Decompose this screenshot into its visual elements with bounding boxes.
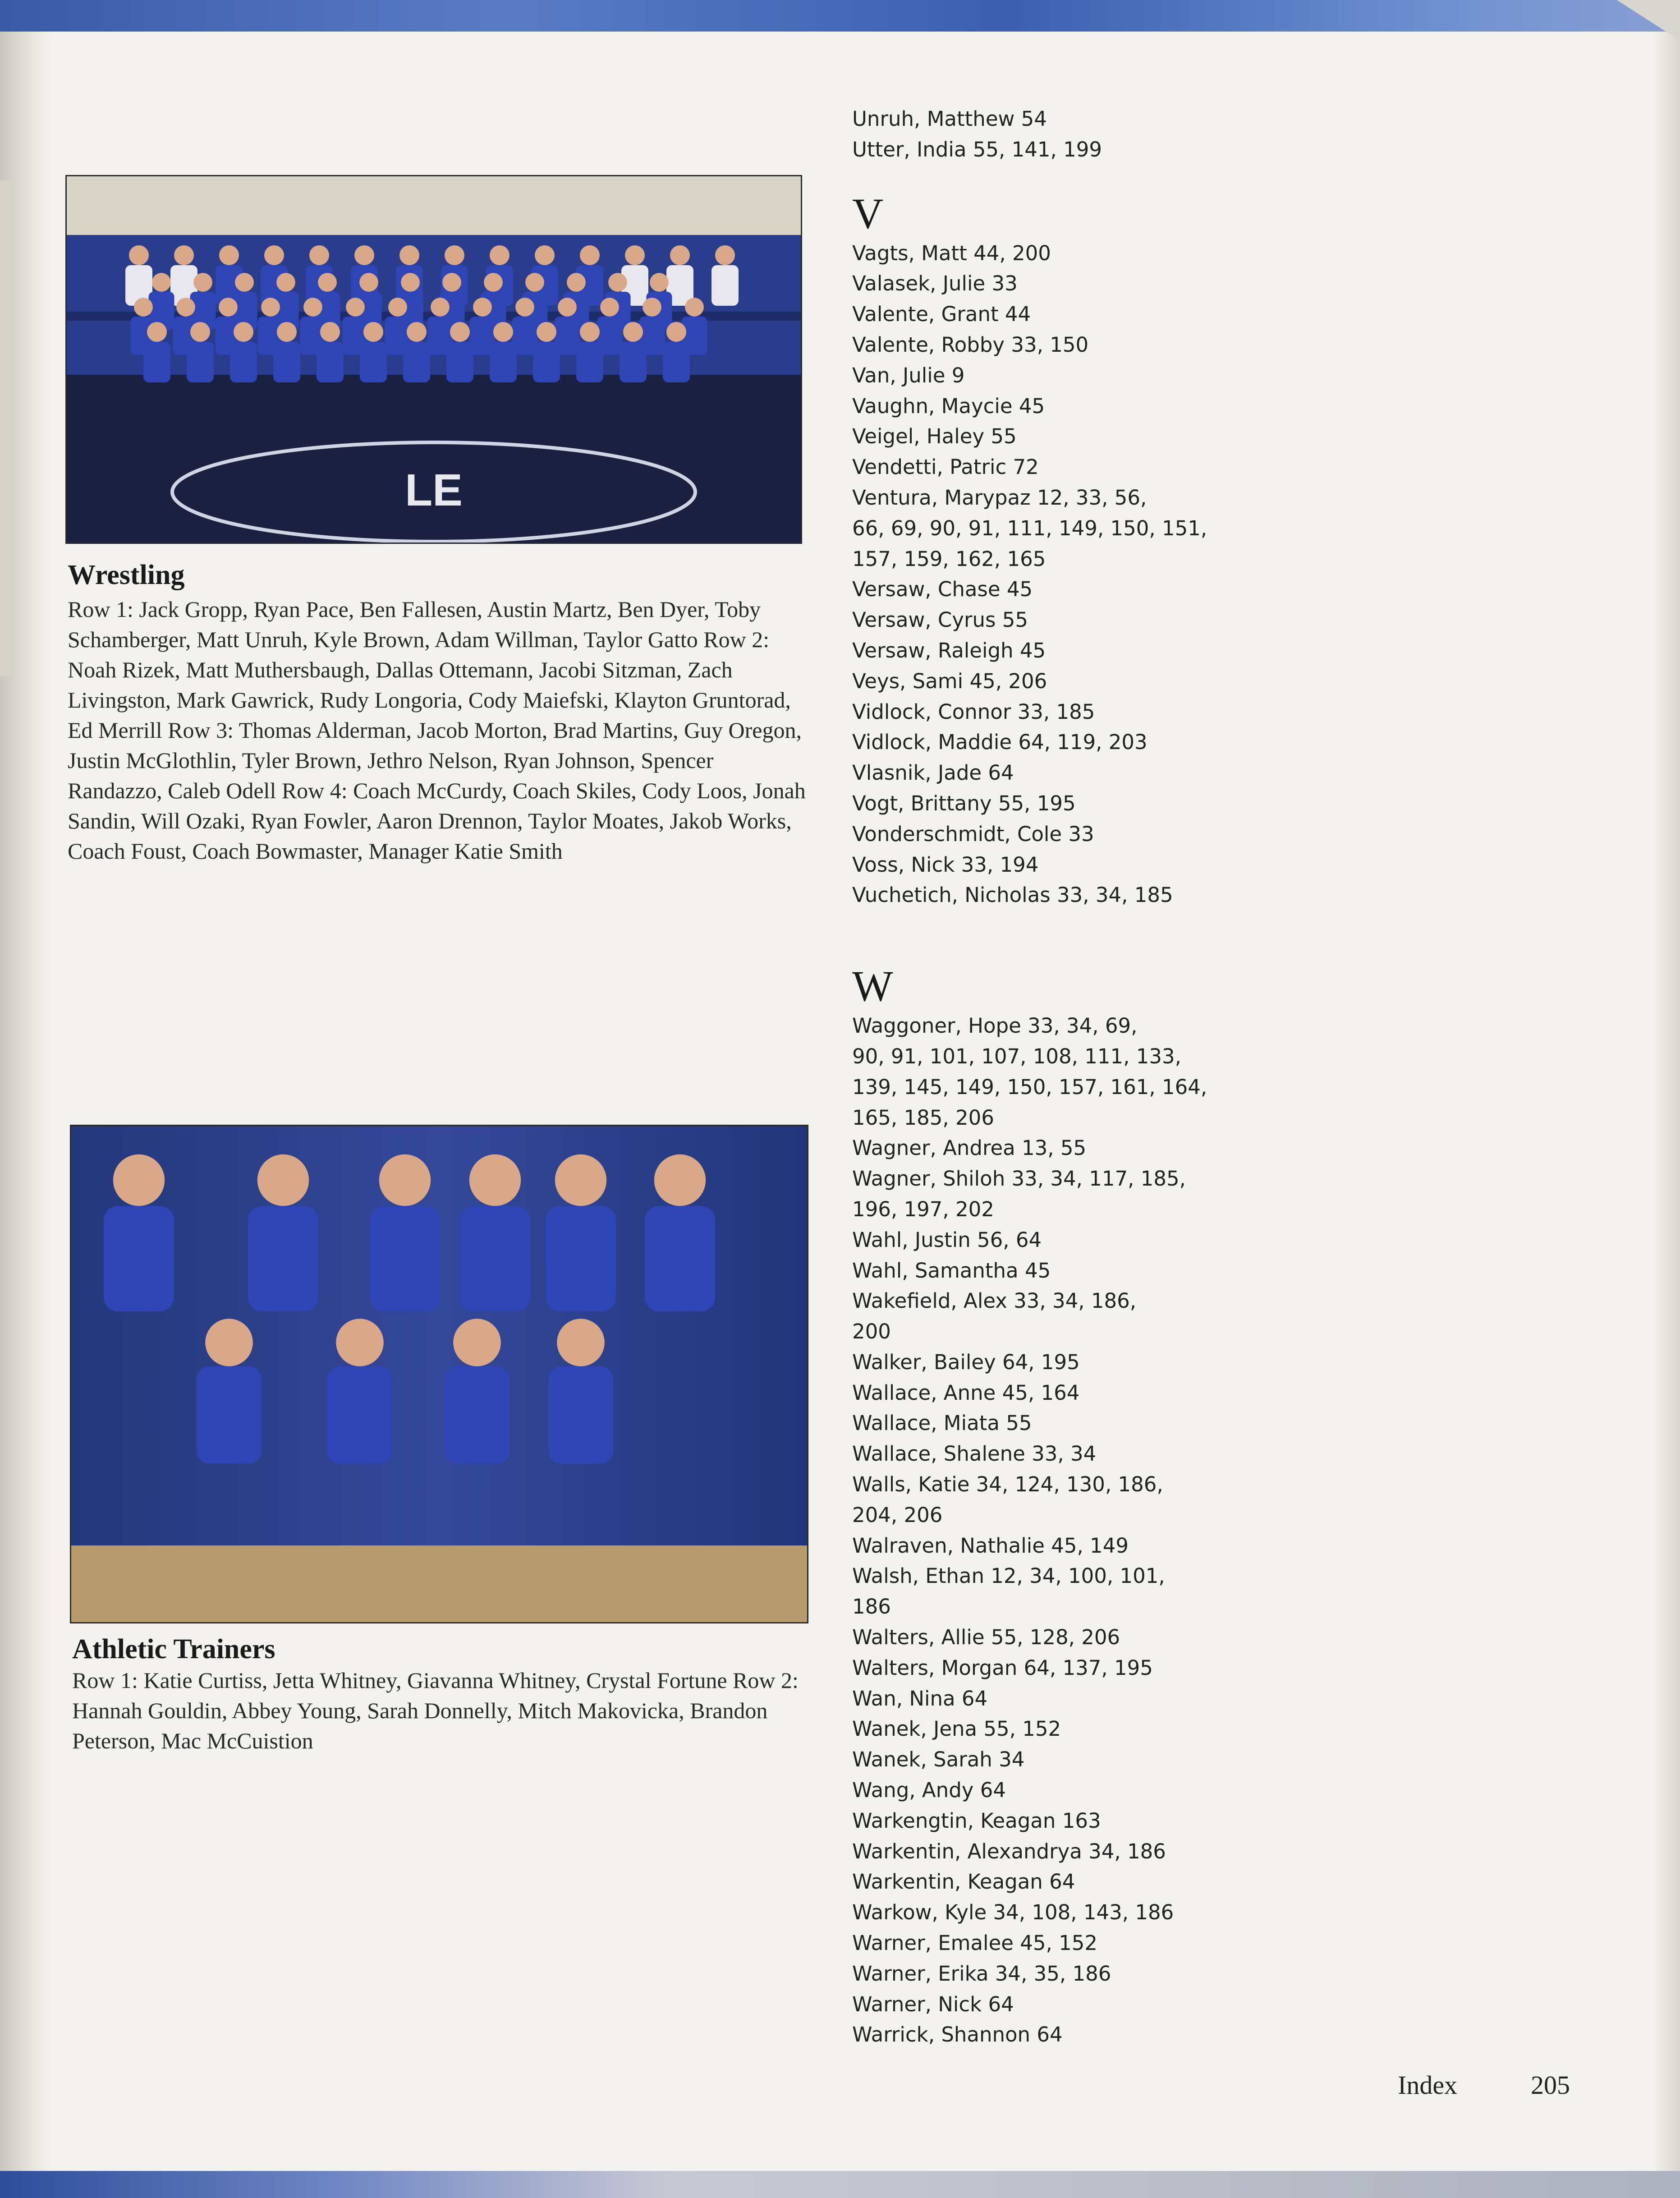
- index-entry: Wakefield, Alex 33, 34, 186,: [852, 1289, 1137, 1313]
- index-entry: Valente, Grant 44: [852, 302, 1031, 326]
- index-entry: 157, 159, 162, 165: [852, 547, 1046, 571]
- index-entry: Valente, Robby 33, 150: [852, 332, 1089, 357]
- wrestler-figure: [273, 322, 300, 382]
- index-entry: Versaw, Chase 45: [852, 577, 1033, 602]
- index-w-entries: [852, 1011, 1258, 2050]
- index-column: [852, 104, 1258, 2050]
- index-entry: Vidlock, Connor 33, 185: [852, 699, 1095, 724]
- wrestling-photo-illustration: [67, 176, 801, 543]
- index-entry: Van, Julie 9: [852, 363, 965, 387]
- mat-logo-text: LE: [405, 465, 463, 515]
- index-entry: Voss, Nick 33, 194: [852, 852, 1039, 877]
- index-entry: 165, 185, 206: [852, 1105, 994, 1130]
- wrestler-figure: [533, 322, 560, 382]
- trainer-figure: [197, 1319, 262, 1464]
- index-entry: Utter, India 55, 141, 199: [852, 137, 1102, 161]
- index-u-entries: [852, 104, 1258, 165]
- wrestling-team-photo: [65, 175, 802, 544]
- index-entry: Vendetti, Patric 72: [852, 455, 1039, 479]
- index-entry: Wahl, Samantha 45: [852, 1258, 1051, 1283]
- index-entry: Unruh, Matthew 54: [852, 107, 1047, 131]
- index-entry: 186: [852, 1595, 891, 1619]
- index-entry: Wanek, Sarah 34: [852, 1747, 1025, 1772]
- footer-section-label: Index: [1398, 2070, 1458, 2100]
- index-entry: Warkow, Kyle 34, 108, 143, 186: [852, 1900, 1174, 1925]
- index-entry: Warkentin, Alexandrya 34, 186: [852, 1839, 1166, 1863]
- trainer-figure: [445, 1319, 510, 1464]
- right-page-edge: [1653, 32, 1680, 2171]
- index-entry: Vagts, Matt 44, 200: [852, 241, 1051, 265]
- index-entry: Wahl, Justin 56, 64: [852, 1228, 1042, 1252]
- index-entry: Wan, Nina 64: [852, 1686, 988, 1711]
- index-entry: Walters, Allie 55, 128, 206: [852, 1625, 1120, 1650]
- index-entry: Walters, Morgan 64, 137, 195: [852, 1655, 1153, 1680]
- trainer-figure: [460, 1154, 530, 1311]
- index-entry: Warner, Nick 64: [852, 1992, 1014, 2016]
- trainer-figure: [104, 1154, 174, 1311]
- wrestler-figure: [663, 322, 690, 382]
- trainer-figure: [548, 1319, 613, 1464]
- index-entry: Wagner, Andrea 13, 55: [852, 1136, 1087, 1160]
- index-entry: Wagner, Shiloh 33, 34, 117, 185,: [852, 1167, 1186, 1191]
- trainer-figure: [370, 1154, 440, 1311]
- wrestler-figure: [446, 322, 473, 382]
- wrestler-figure: [490, 322, 517, 382]
- trainer-figure: [546, 1154, 616, 1311]
- index-entry: Vonderschmidt, Cole 33: [852, 822, 1094, 846]
- trainers-photo-illustration: [71, 1126, 807, 1622]
- index-entry: Wallace, Anne 45, 164: [852, 1380, 1080, 1405]
- index-entry: 200: [852, 1320, 891, 1344]
- index-entry: 90, 91, 101, 107, 108, 111, 133,: [852, 1044, 1181, 1068]
- wrestler-figure: [187, 322, 214, 382]
- index-entry: Veys, Sami 45, 206: [852, 669, 1047, 693]
- index-entry: Wanek, Jena 55, 152: [852, 1717, 1061, 1741]
- top-page-edge: [0, 0, 1680, 32]
- index-letter-w: W: [852, 962, 893, 1011]
- wrestler-figure: [143, 322, 170, 382]
- wrestler-figure: [711, 245, 739, 306]
- wrestling-caption-title: Wrestling: [68, 560, 185, 590]
- index-entry: Walls, Katie 34, 124, 130, 186,: [852, 1472, 1163, 1497]
- trainer-figure: [248, 1154, 318, 1311]
- index-entry: Wang, Andy 64: [852, 1778, 1006, 1803]
- index-entry: Versaw, Raleigh 45: [852, 638, 1046, 662]
- index-v-entries: [852, 238, 1258, 911]
- index-entry: Warner, Emalee 45, 152: [852, 1931, 1097, 1955]
- index-entry: Warkengtin, Keagan 163: [852, 1808, 1101, 1833]
- index-entry: 196, 197, 202: [852, 1197, 994, 1221]
- index-entry: Vlasnik, Jade 64: [852, 761, 1014, 785]
- athletic-trainers-photo: [70, 1125, 808, 1623]
- wrestler-figure: [576, 322, 603, 382]
- bottom-page-edge: [0, 2171, 1680, 2198]
- index-entry: 204, 206: [852, 1503, 943, 1527]
- index-letter-v: V: [852, 189, 884, 238]
- index-entry: Vogt, Brittany 55, 195: [852, 791, 1076, 815]
- trainer-figure: [327, 1319, 392, 1464]
- index-entry: Versaw, Cyrus 55: [852, 608, 1028, 632]
- index-entry: 66, 69, 90, 91, 111, 149, 150, 151,: [852, 516, 1207, 540]
- index-entry: Warkentin, Keagan 64: [852, 1870, 1075, 1894]
- index-entry: Vuchetich, Nicholas 33, 34, 185: [852, 883, 1173, 907]
- wrestler-figure: [360, 322, 387, 382]
- wrestler-figure: [403, 322, 430, 382]
- index-entry: Wallace, Miata 55: [852, 1411, 1032, 1435]
- index-entry: Wallace, Shalene 33, 34: [852, 1442, 1097, 1466]
- index-entry: 139, 145, 149, 150, 157, 161, 164,: [852, 1075, 1207, 1099]
- index-entry: Ventura, Marypaz 12, 33, 56,: [852, 485, 1147, 510]
- wrestling-caption-names: Row 1: Jack Gropp, Ryan Pace, Ben Fallesen, Austin Martz, Ben Dyer, Toby Schamberger, Matt Unruh, Kyle Brown, Adam Willman, Taylor Gatto Row 2: Noah Rizek, Matt Muthersbaugh, Dallas Ottemann, Jacobi Sitzman, Zach Livingston, Mark Gawrick, Rudy Longoria, Cody Maiefski, Klayton Gruntorad, Ed Merrill Row 3: Thomas Alderman, Jacob Morton, Brad Martins, Guy Oregon, Justin McGlothlin, Tyler Brown, Jethro Nelson, Ryan Johnson, Spencer Randazzo, Caleb Odell Row 4: Coach McCurdy, Coach Skiles, Cody Loos, Jonah Sandin, Will Ozaki, Ryan Fowler, Aaron Drennon, Taylor Moates, Jakob Works, Coach Foust, Coach Bowmaster, Manager Katie Smith: [68, 597, 806, 864]
- trainers-caption-title: Athletic Trainers: [72, 1634, 275, 1665]
- index-entry: Walsh, Ethan 12, 34, 100, 101,: [852, 1564, 1165, 1588]
- index-entry: Walraven, Nathalie 45, 149: [852, 1533, 1129, 1558]
- index-entry: Waggoner, Hope 33, 34, 69,: [852, 1014, 1138, 1038]
- index-entry: Valasek, Julie 33: [852, 271, 1018, 296]
- trainer-figure: [645, 1154, 715, 1311]
- index-entry: Vaughn, Maycie 45: [852, 394, 1045, 418]
- wrestler-figure: [230, 322, 257, 382]
- trainers-caption-names: Row 1: Katie Curtiss, Jetta Whitney, Giavanna Whitney, Crystal Fortune Row 2: Hannah Gouldin, Abbey Young, Sarah Donnelly, Mitch Makovicka, Brandon Peterson, Mac McCuistion: [72, 1668, 799, 1753]
- index-entry: Walker, Bailey 64, 195: [852, 1350, 1080, 1374]
- adjacent-page-strip: [0, 180, 14, 676]
- index-entry: Warrick, Shannon 64: [852, 2023, 1063, 2047]
- wrestler-figure: [620, 322, 647, 382]
- wrestler-figure: [317, 322, 344, 382]
- index-entry: Warner, Erika 34, 35, 186: [852, 1961, 1111, 1986]
- index-entry: Veigel, Haley 55: [852, 424, 1017, 449]
- wrestler-figure: [125, 245, 152, 306]
- index-entry: Vidlock, Maddie 64, 119, 203: [852, 730, 1148, 754]
- page-number: 205: [1531, 2070, 1570, 2100]
